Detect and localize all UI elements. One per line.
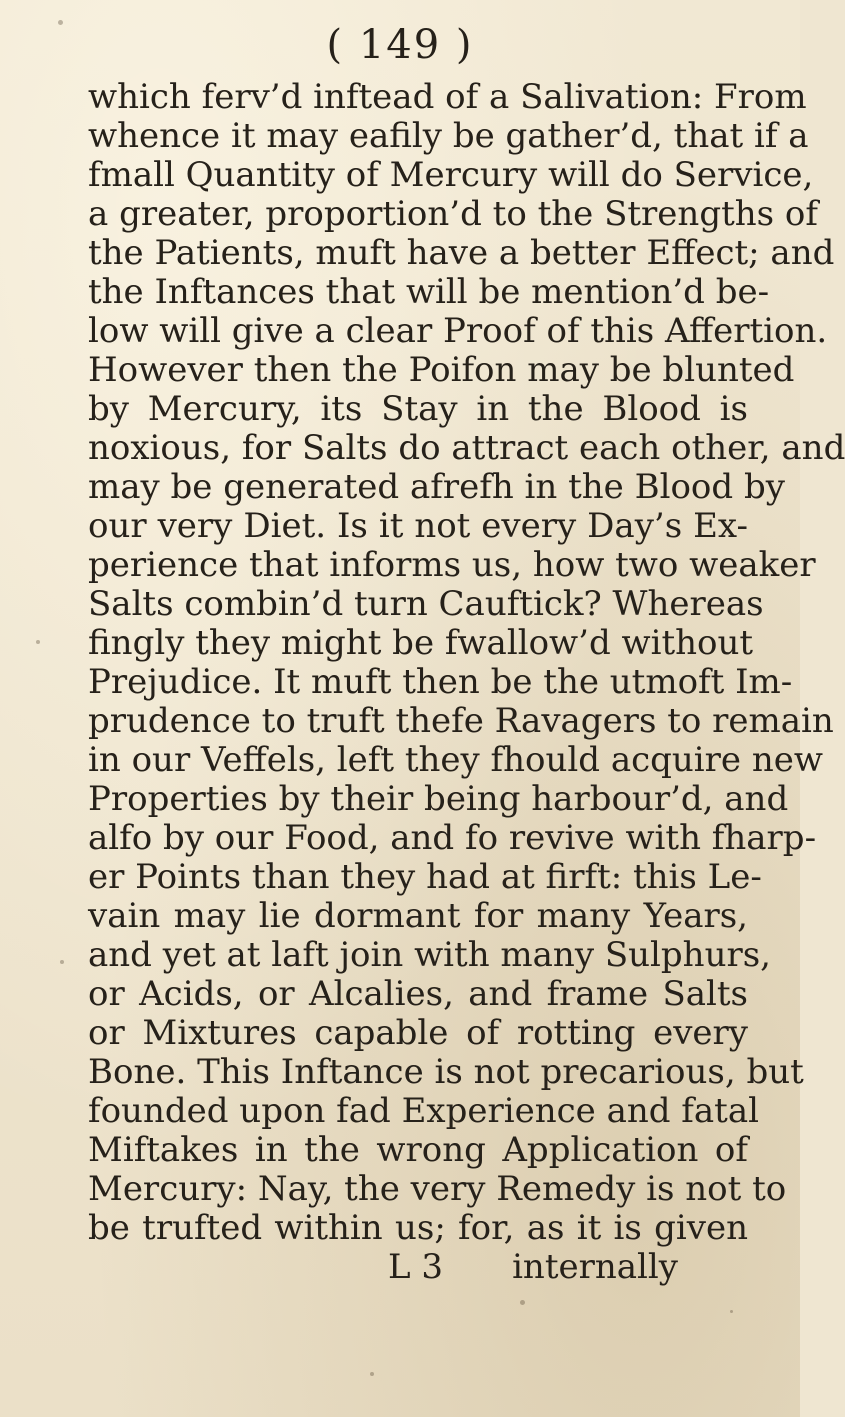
text-line: the Inftances that will be mention’d be- bbox=[88, 272, 770, 312]
text-line: er Points than they had at firft: this Le- bbox=[88, 857, 762, 897]
text-line: the Patients, muft have a better Effect; and bbox=[88, 233, 835, 273]
text-line: in our Veffels, left they fhould acquire new bbox=[88, 740, 823, 780]
text-line: may be generated afrefh in the Blood by bbox=[88, 467, 785, 507]
text-line: be trufted within us; for, as it is given bbox=[88, 1208, 748, 1248]
paper-speckle bbox=[370, 1372, 374, 1376]
text-line: which ferv’d inftead of a Salivation: From bbox=[88, 77, 807, 117]
body-text bbox=[88, 77, 845, 1287]
text-line: prudence to truft thefe Ravagers to remain bbox=[88, 701, 834, 741]
text-line: perience that informs us, how two weaker bbox=[88, 545, 816, 585]
paper-speckle bbox=[520, 1300, 525, 1305]
text-line: Salts combin’d turn Cauftick? Whereas bbox=[88, 584, 764, 624]
text-line: a greater, proportion’d to the Strengths of bbox=[88, 194, 818, 234]
footer-row bbox=[88, 1248, 748, 1287]
text-line: and yet at laft join with many Sulphurs, bbox=[88, 935, 771, 975]
text-line: low will give a clear Proof of this Affertion. bbox=[88, 311, 828, 351]
catchword: internally bbox=[512, 1247, 678, 1287]
text-line: our very Diet. Is it not every Day’s Ex- bbox=[88, 506, 748, 546]
text-line: or Mixtures capable of rotting every bbox=[88, 1013, 748, 1053]
text-line: alfo by our Food, and fo revive with fharp- bbox=[88, 818, 817, 858]
text-line: vain may lie dormant for many Years, bbox=[88, 896, 748, 936]
text-line: founded upon fad Experience and fatal bbox=[88, 1091, 759, 1131]
text-line: Miftakes in the wrong Application of bbox=[88, 1130, 748, 1170]
text-line: whence it may eafily be gather’d, that if a bbox=[88, 116, 809, 156]
paper-speckle bbox=[730, 1310, 733, 1313]
signature-mark: L 3 bbox=[388, 1247, 444, 1287]
text-line: fmall Quantity of Mercury will do Service, bbox=[88, 155, 814, 195]
text-line: or Acids, or Alcalies, and frame Salts bbox=[88, 974, 748, 1014]
text-line: fingly they might be fwallow’d without bbox=[88, 623, 754, 663]
paper-speckle bbox=[36, 640, 40, 644]
text-line: by Mercury, its Stay in the Blood is bbox=[88, 389, 748, 429]
text-line: noxious, for Salts do attract each other, and bbox=[88, 428, 845, 468]
text-line: Mercury: Nay, the very Remedy is not to bbox=[88, 1169, 787, 1209]
text-line: However then the Poifon may be blunted bbox=[88, 350, 795, 390]
page-number: ( 149 ) bbox=[326, 22, 474, 68]
text-line: Bone. This Inftance is not precarious, but bbox=[88, 1052, 804, 1092]
text-line: Prejudice. It muft then be the utmoft Im- bbox=[88, 662, 793, 702]
text-line: Properties by their being harbour’d, and bbox=[88, 779, 789, 819]
paper-speckle bbox=[60, 960, 64, 964]
